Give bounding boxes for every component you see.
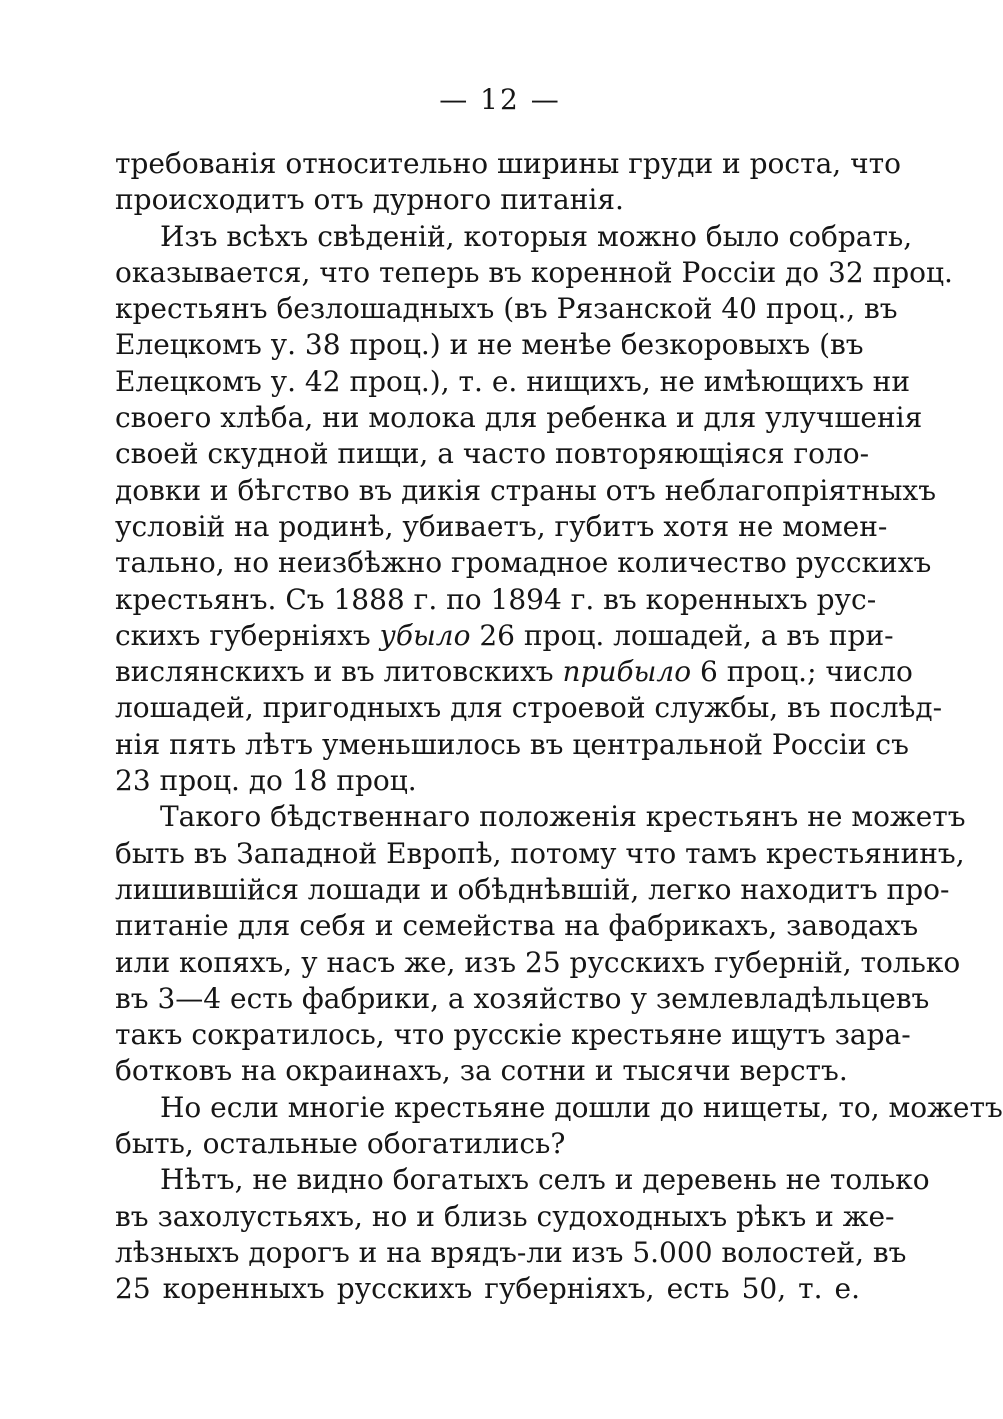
text-line: [115, 618, 894, 654]
text-line: [115, 654, 913, 690]
text-line: происходитъ отъ дурного питанія.: [115, 183, 624, 217]
text-line: оказывается, что теперь въ коренной Россіи до 32 проц.: [115, 255, 953, 289]
text-run: вислянскихъ и въ литовскихъ: [115, 655, 563, 689]
text-line: въ захолустьяхъ, но и близь судоходныхъ рѣкъ и же-: [115, 1199, 895, 1233]
text-line: лошадей, пригодныхъ для строевой службы, въ послѣд-: [115, 691, 943, 725]
text-line: питаніе для себя и семейства на фабрикахъ, заводахъ: [115, 909, 919, 943]
text-line: условій на родинѣ, убиваетъ, губитъ хотя не момен-: [115, 509, 888, 543]
text-run: 26 проц. лошадей, а въ при-: [470, 618, 894, 652]
paragraph: [115, 146, 901, 219]
text-run: скихъ губерніяхъ: [115, 618, 380, 652]
text-line: 25 коренныхъ русскихъ губерніяхъ, есть 50, т. е.: [115, 1272, 860, 1306]
text-line: или копяхъ, у насъ же, изъ 25 русскихъ губерній, только: [115, 945, 961, 979]
text-line: требованія относительно ширины груди и роста, что: [115, 147, 901, 180]
text-line: ботковъ на окраинахъ, за сотни и тысячи верстъ.: [115, 1054, 848, 1088]
text-run: 6 проц.; число: [691, 655, 913, 689]
text-line: крестьянъ. Съ 1888 г. по 1894 г. въ коренныхъ рус-: [115, 582, 877, 616]
text-line: быть, остальные обогатились?: [115, 1127, 566, 1161]
text-line: Елецкомъ у. 42 проц.), т. е. нищихъ, не имѣющихъ ни: [115, 364, 910, 398]
italic-emphasis: прибыло: [562, 655, 692, 689]
paragraph: [115, 799, 966, 1089]
text-line: своей скудной пищи, а часто повторяющіяся голо-: [115, 437, 870, 471]
text-line: крестьянъ безлошадныхъ (въ Рязанской 40 проц., въ: [115, 292, 898, 326]
text-line: Такого бѣдственнаго положенія крестьянъ не можетъ: [160, 800, 966, 834]
text-line: Нѣтъ, не видно богатыхъ селъ и деревень не только: [160, 1163, 930, 1197]
text-line: быть въ Западной Европѣ, потому что тамъ крестьянинъ,: [115, 836, 965, 870]
text-line: Но если многіе крестьяне дошли до нищеты, то, можетъ: [160, 1090, 1003, 1124]
text-line: Елецкомъ у. 38 проц.) и не менѣе безкоровыхъ (въ: [115, 328, 864, 362]
text-line: своего хлѣба, ни молока для ребенка и для улучшенія: [115, 401, 923, 435]
text-line: лишившійся лошади и обѣднѣвшій, легко находитъ про-: [115, 872, 950, 906]
text-line: Изъ всѣхъ свѣденій, которыя можно было собрать,: [160, 219, 913, 253]
page-number: — 12 —: [439, 83, 561, 116]
text-line: въ 3—4 есть фабрики, а хозяйство у землевладѣльцевъ: [115, 981, 930, 1015]
paragraph: [115, 219, 953, 800]
text-line: нія пять лѣтъ уменьшилось въ центральной Россіи съ: [115, 727, 909, 761]
text-line: такъ сократилось, что русскіе крестьяне ищутъ зара-: [115, 1018, 911, 1052]
paragraph: [115, 1162, 930, 1307]
italic-emphasis: убыло: [379, 618, 471, 652]
paragraph: [115, 1090, 1003, 1163]
body-text: [115, 146, 1003, 1308]
text-line: 23 проц. до 18 проц.: [115, 764, 417, 798]
text-line: довки и бѣгство въ дикія страны отъ неблагопріятныхъ: [115, 473, 937, 507]
text-line: лѣзныхъ дорогъ и на врядъ-ли изъ 5.000 волостей, въ: [115, 1235, 907, 1269]
text-line: тально, но неизбѣжно громадное количество русскихъ: [115, 546, 932, 580]
